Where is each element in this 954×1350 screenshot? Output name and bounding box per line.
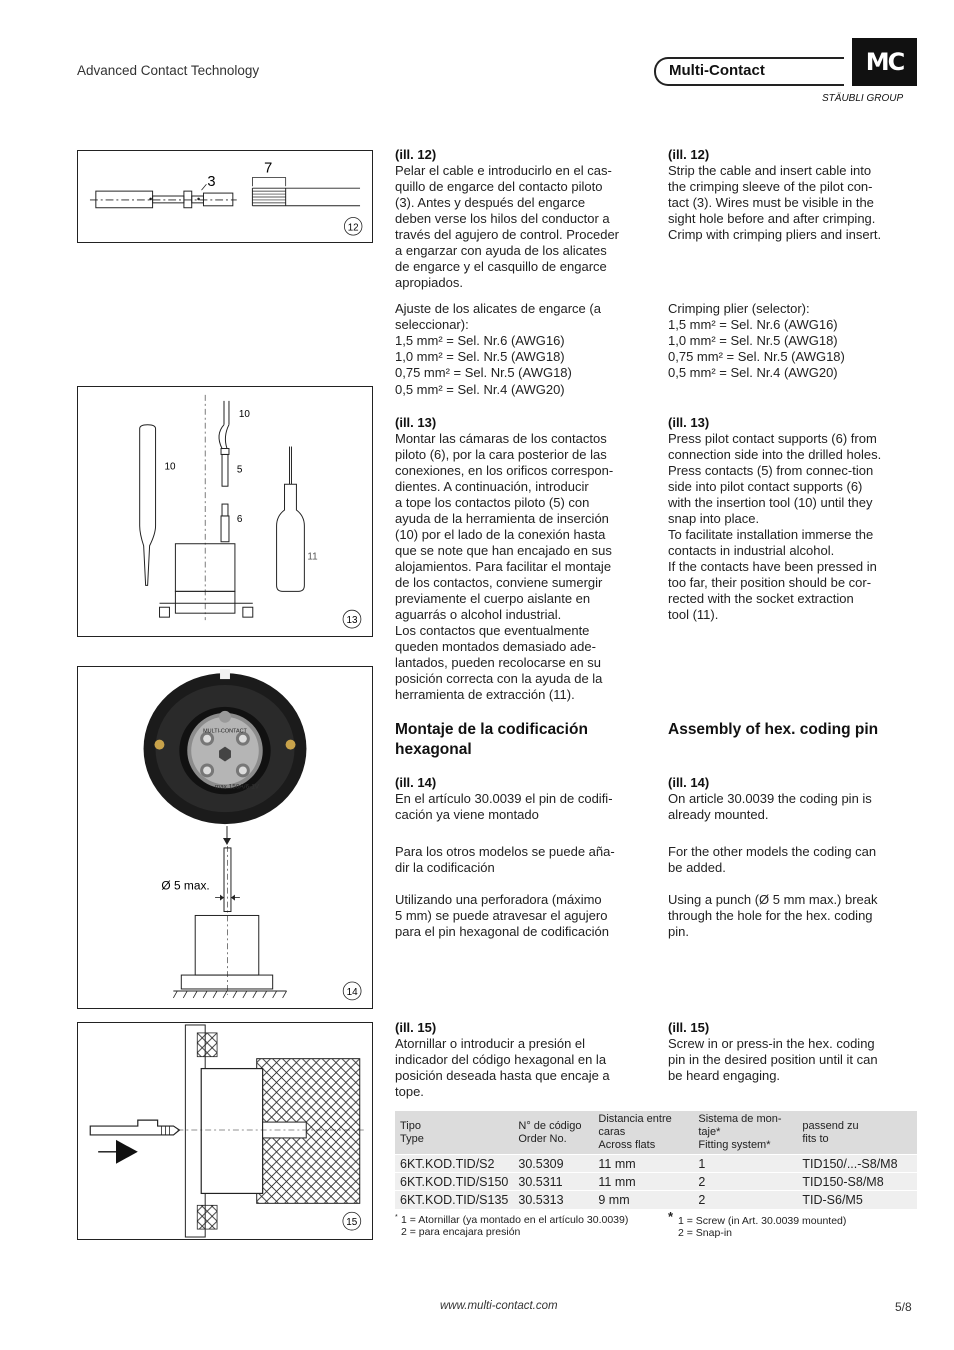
- cell: 2: [693, 1173, 797, 1191]
- en-hex-heading: Assembly of hex. coding pin: [668, 721, 879, 738]
- en-ill15-title: (ill. 15): [668, 1020, 710, 1035]
- figure-15: [77, 1022, 373, 1240]
- en-ill13-title: (ill. 13): [668, 415, 710, 430]
- es-crimp-line: 0,5 mm² = Sel. Nr.4 (AWG20): [395, 382, 565, 397]
- en-ill12-title: (ill. 12): [668, 147, 710, 162]
- col-type: Tipo Type: [395, 1111, 513, 1155]
- en-footnote: 1 = Screw (in Art. 30.0039 mounted) 2 = Snap-in: [678, 1215, 847, 1239]
- cell: 11 mm: [593, 1173, 693, 1191]
- en-crimp-line: 1,5 mm² = Sel. Nr.6 (AWG16): [668, 317, 838, 332]
- tool-10b-label: 10: [238, 408, 250, 420]
- cell: 30.5313: [513, 1191, 593, 1209]
- es-crimp-line: 0,75 mm² = Sel. Nr.5 (AWG18): [395, 365, 572, 380]
- es-ill14-title: (ill. 14): [395, 775, 437, 790]
- es-crimp-line: 1,5 mm² = Sel. Nr.6 (AWG16): [395, 333, 565, 348]
- diameter-label: Ø 5 max.: [161, 878, 210, 893]
- es-ill14-body: En el artículo 30.0039 el pin de codifi- cación ya viene montado: [395, 791, 613, 822]
- es-ill12-body: Pelar el cable e introducirlo en el cas- quillo de engarce del contacto piloto (3). Antes y después del engarce deben verse los hilos del conductor a través del agujero de control. Proceder a engarzar con ayuda de los alicates de engarce y el casquillo de engarce apropiados.: [395, 163, 620, 290]
- en-ill15-body: Screw in or press-in the hex. coding pin in the desired position until it can be heard engaging.: [668, 1036, 878, 1083]
- connector-brand-print: MULTI-CONTACT: [203, 728, 247, 735]
- en-footnote-mark: *: [668, 1209, 674, 1224]
- en-ill14-body: On article 30.0039 the coding pin is already mounted.: [668, 791, 872, 822]
- table-row: [395, 1155, 917, 1173]
- es-ill14-p3: Utilizando una perforadora (máximo 5 mm) se puede atravesar el agujero para el pin hexagonal de codificación: [395, 892, 609, 939]
- es-ill14-p2: Para los otros modelos se puede aña- dir la codificación: [395, 844, 615, 875]
- es-ill15-title: (ill. 15): [395, 1020, 437, 1035]
- tool-10-label: 10: [164, 461, 176, 473]
- tool-11-label: 11: [307, 551, 318, 563]
- en-ill12-body: Strip the cable and insert cable into the crimping sleeve of the pilot con- tact (3). Wires must be visible in the sight hole before and after crimping. Crimp with crimping pliers and insert.: [668, 163, 882, 242]
- en-ill14-p2: For the other models the coding can be added.: [668, 844, 877, 875]
- en-ill13-body: Press pilot contact supports (6) from connection side into the drilled holes. Press contacts (5) from connec-tion side into pilot contact supports (6) with the insertion tool (10) until they snap into place. To facilitate installation immerse the contacts in industrial alcohol. If the contacts have been pressed in too far, their position should be cor- rected with the socket extraction tool (11).: [668, 431, 882, 622]
- col-order-no: N° de código Order No.: [513, 1111, 593, 1155]
- col-across-flats: Distancia entre caras Across flats: [593, 1111, 693, 1155]
- en-crimp-line: 1,0 mm² = Sel. Nr.5 (AWG18): [668, 333, 838, 348]
- page-number: 5/8: [895, 1300, 912, 1314]
- es-ill12-title: (ill. 12): [395, 147, 437, 162]
- figure-13: [77, 386, 373, 637]
- cell: TID150-S8/M8: [797, 1173, 917, 1191]
- coding-pin-diagram: [78, 667, 372, 1008]
- support-6-label: 6: [236, 513, 243, 525]
- en-crimp-line: 0,75 mm² = Sel. Nr.5 (AWG18): [668, 349, 845, 364]
- crimp-diagram: [78, 151, 372, 242]
- connector-rating-print: max.150A/6-1V: [214, 783, 260, 791]
- insertion-diagram: [78, 387, 372, 636]
- cell: 9 mm: [593, 1191, 693, 1209]
- col-fitting-system: Sistema de mon- taje* Fitting system*: [693, 1111, 797, 1155]
- table-header-row: [395, 1111, 917, 1155]
- contact-5-label: 5: [236, 464, 243, 476]
- coding-pin-table: [395, 1111, 917, 1209]
- group-name: STÄUBLI GROUP: [822, 93, 904, 104]
- header-tagline: Advanced Contact Technology: [77, 63, 260, 78]
- table-row: [395, 1173, 917, 1191]
- es-ill13-title: (ill. 13): [395, 415, 437, 430]
- cell: 30.5309: [513, 1155, 593, 1173]
- mc-logo: MC: [852, 38, 917, 86]
- hex-pin-section-diagram: [78, 1023, 372, 1239]
- cell: 6KT.KOD.TID/S135: [395, 1191, 513, 1209]
- cell: 30.5311: [513, 1173, 593, 1191]
- figure-number: 13: [346, 615, 358, 627]
- col-fits-to: passend zu fits to: [797, 1111, 917, 1155]
- cell: 2: [693, 1191, 797, 1209]
- figure-14: [77, 666, 373, 1009]
- cell: 6KT.KOD.TID/S2: [395, 1155, 513, 1173]
- cell: TID150/...-S8/M8: [797, 1155, 917, 1173]
- es-crimp-line: 1,0 mm² = Sel. Nr.5 (AWG18): [395, 349, 565, 364]
- cell: 1: [693, 1155, 797, 1173]
- figure-number: 14: [346, 986, 358, 998]
- strip-length-label: 7: [264, 160, 273, 177]
- cell: 11 mm: [593, 1155, 693, 1173]
- part-3-label: 3: [207, 174, 216, 191]
- figure-number: 12: [347, 222, 359, 234]
- es-footnote: 1 = Atornillar (ya montado en el artículo 30.0039) 2 = para encajara presión: [401, 1214, 629, 1238]
- es-ill15-body: Atornillar o introducir a presión el indicador del código hexagonal en la posición deseada hasta que encaje a tope.: [395, 1036, 610, 1099]
- en-crimp-line: 0,5 mm² = Sel. Nr.4 (AWG20): [668, 365, 838, 380]
- en-crimp-intro: Crimping plier (selector):: [668, 301, 810, 316]
- brand-name: Multi-Contact: [669, 62, 765, 79]
- table-row: [395, 1191, 917, 1209]
- en-ill14-p3: Using a punch (Ø 5 mm max.) break through the hole for the hex. coding pin.: [668, 892, 878, 939]
- es-footnote-mark: *: [395, 1214, 398, 1221]
- es-hex-heading: Montaje de la codificación hexagonal: [395, 721, 588, 758]
- es-ill13-body: Montar las cámaras de los contactos piloto (6), por la cara posterior de las conexiones, en los orificos correspon- dientes. A continuación, introducir a tope los contactos piloto (5) con ayuda de la herramienta de inserción (10) por el lado de la conexión hasta que se note que han encajado en sus alojamientos. Para facilitar el montaje de los contactos, conviene sumergir previamente el cuerpo aislante en aguarrás o alcohol industrial. Los contactos que eventualmente queden montados demasiado ade- lantados, pueden recolocarse en su posición correcta con la ayuda de la herramienta de extracción (11).: [395, 431, 614, 702]
- figure-number: 15: [346, 1217, 358, 1229]
- figure-12: [77, 150, 373, 243]
- es-crimp-intro: Ajuste de los alicates de engarce (a seleccionar):: [395, 301, 601, 332]
- en-ill14-title: (ill. 14): [668, 775, 710, 790]
- cell: 6KT.KOD.TID/S150: [395, 1173, 513, 1191]
- cell: TID-S6/M5: [797, 1191, 917, 1209]
- footer-url[interactable]: www.multi-contact.com: [440, 1300, 558, 1312]
